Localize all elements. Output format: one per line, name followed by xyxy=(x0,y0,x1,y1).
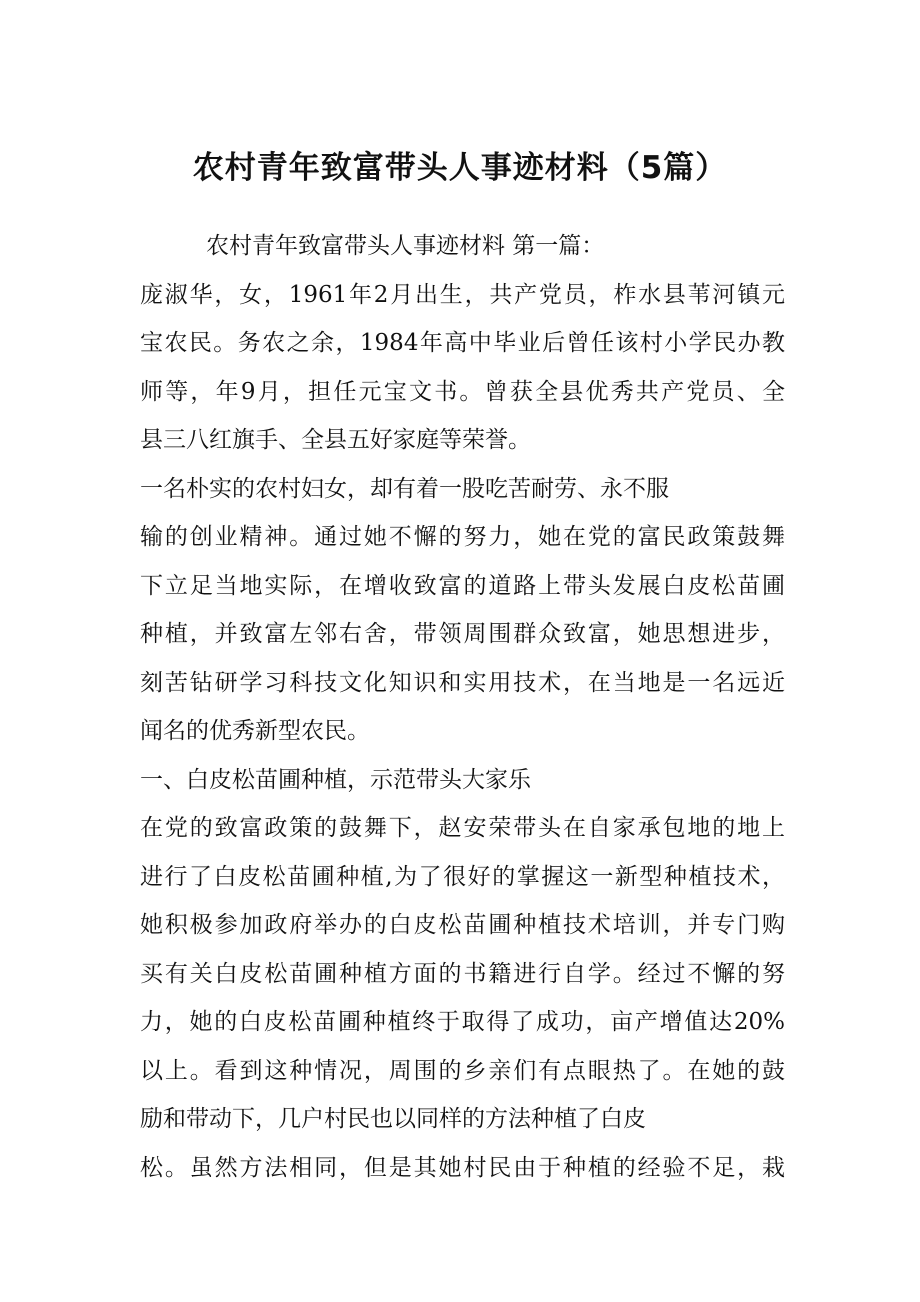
body-line: 励和带动下，几户村民也以同样的方法种植了白皮 xyxy=(140,1106,646,1132)
body-line: 她积极参加政府举办的白皮松苗圃种植技术培训，并专门购 xyxy=(140,912,785,938)
body-line: 闻名的优秀新型农民。 xyxy=(140,718,370,744)
body-line: 一、白皮松苗圃种植，示范带头大家乐 xyxy=(140,766,531,793)
body-line: 宝农民。务农之余，1984年高中毕业后曾任该村小学民办教 xyxy=(140,330,785,356)
document-body xyxy=(140,222,785,1192)
body-line: 下立足当地实际，在增收致富的道路上带头发展白皮松苗圃 xyxy=(140,572,785,599)
body-line: 力，她的白皮松苗圃种植终于取得了成功，亩产增值达20% xyxy=(140,1009,785,1035)
body-line: 进行了白皮松苗圃种植,为了很好的掌握这一新型种植技术， xyxy=(140,863,785,890)
body-line: 刻苦钻研学习科技文化知识和实用技术，在当地是一名远近 xyxy=(140,669,785,696)
body-line: 种植，并致富左邻右舍，带领周围群众致富，她思想进步， xyxy=(140,621,785,647)
body-line: 一名朴实的农村妇女，却有着一股吃苦耐劳、永不服 xyxy=(140,475,669,502)
body-line: 买有关白皮松苗圃种植方面的书籍进行自学。经过不懈的努 xyxy=(140,960,785,987)
body-line: 师等，年9月，担任元宝文书。曾获全县优秀共产党员、全 xyxy=(140,378,785,405)
body-line: 县三八红旗手、全县五好家庭等荣誉。 xyxy=(140,427,531,453)
body-line: 松。虽然方法相同，但是其她村民由于种植的经验不足，栽 xyxy=(140,1154,785,1181)
body-line: 以上。看到这种情况，周围的乡亲们有点眼热了。在她的鼓 xyxy=(140,1057,785,1084)
body-line: 在党的致富政策的鼓舞下，赵安荣带头在自家承包地的地上 xyxy=(140,815,785,841)
body-line: 输的创业精神。通过她不懈的努力，她在党的富民政策鼓舞 xyxy=(140,524,785,550)
body-line: 庞淑华，女，1961年2月出生，共产党员，柞水县苇河镇元 xyxy=(140,281,785,308)
document-title: 农村青年致富带头人事迹材料（5篇） xyxy=(192,150,728,186)
body-line: 农村青年致富带头人事迹材料 第一篇： xyxy=(206,233,605,259)
